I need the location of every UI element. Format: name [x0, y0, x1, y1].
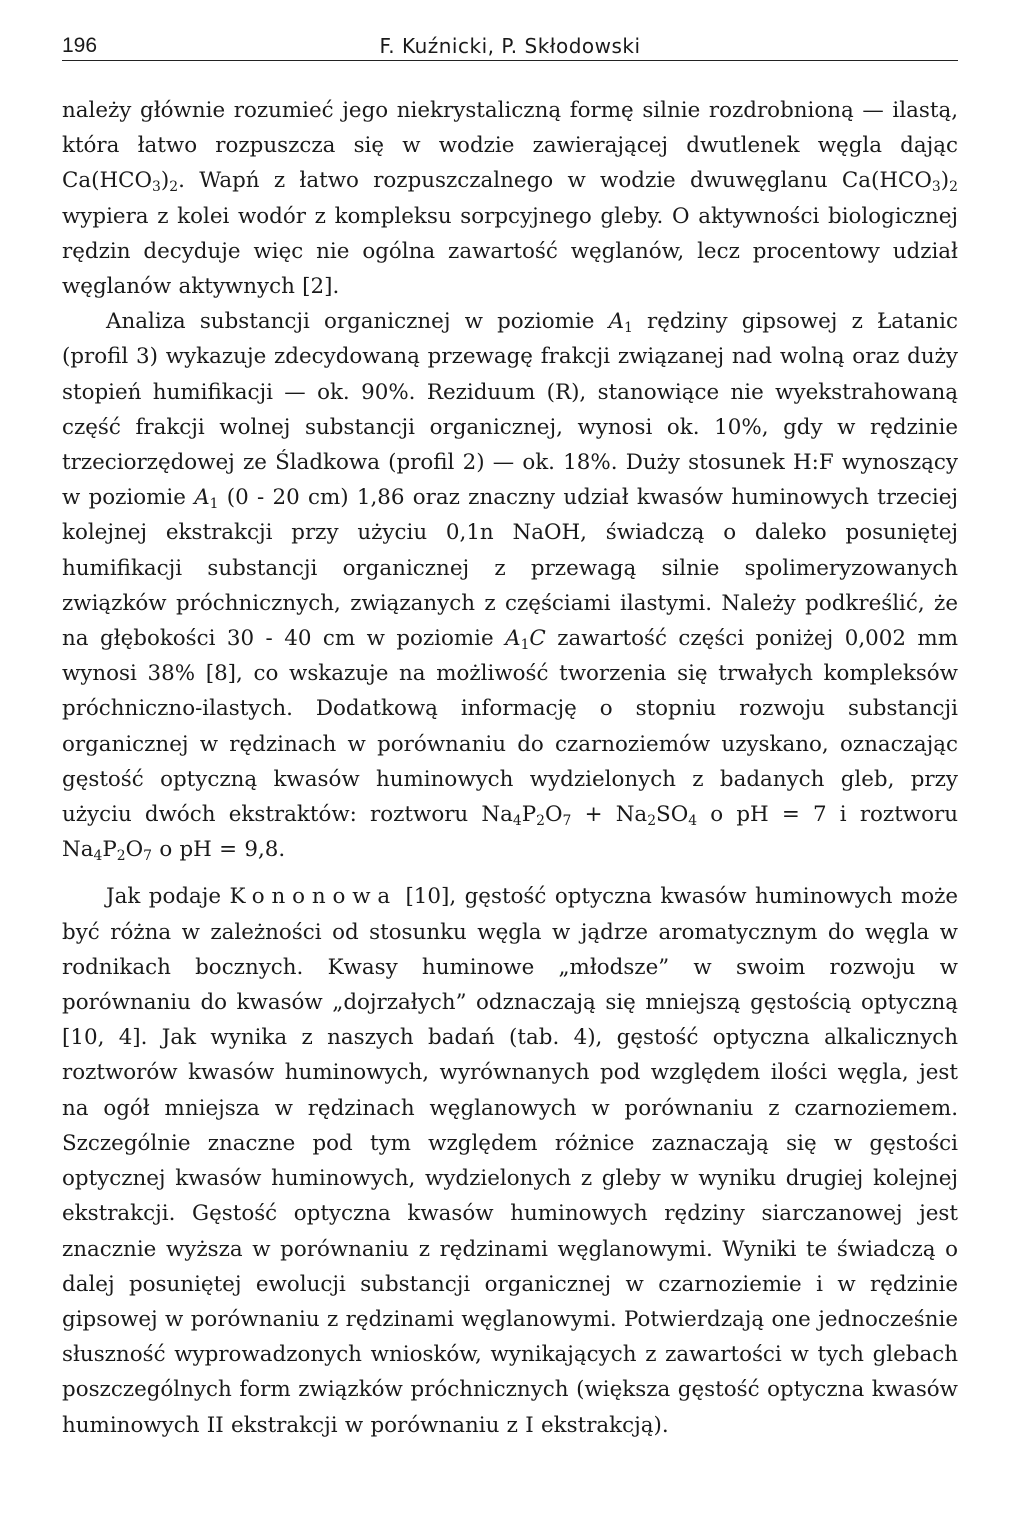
text-run: zawartość części poniżej 0,002 mm wynosi 38% [8], co wskazuje na możliwość tworzenia się trwałych kompleksów próchniczno-ilastych. Dodatkową informację o stopniu rozwoju substancji organicznej w rędzinach w porównaniu do czarnoziemów uzyskano, oznaczając gęstość optyczną kwasów huminowych wydzielonych z badanych gleb, przy użyciu dwóch ekstraktów: roztworu Na: [62, 626, 958, 828]
horizon-symbol: A: [194, 485, 210, 511]
text-run: O: [545, 802, 563, 828]
subscript: 7: [562, 812, 572, 829]
subscript: 7: [143, 848, 153, 865]
text-run: rędziny gipsowej z Łatanic (profil 3) wykazuje zdecydowaną przewagę frakcji związanej nad wolną oraz duży stopień humifikacji — ok. 90%. Reziduum (R), stanowiące nie wyekstrahowaną część frakcji wolnej substancji organicznej, wynosi ok. 10%, gdy w rędzinie trzeciorzędowej ze Śladkowa (profil 2) — ok. 18%. Duży stosunek H:F wynoszący w poziomie: [62, 309, 958, 511]
text-run: . Wapń z łatwo rozpuszczalnego w wodzie dwuwęglanu Ca(HCO: [178, 168, 932, 194]
subscript: 1: [209, 496, 219, 513]
text-run: Analiza substancji organicznej w poziomie: [106, 309, 609, 335]
subscript: 3: [152, 179, 161, 196]
text-run: (0 - 20 cm) 1,86 oraz znaczny udział kwasów huminowych trzeciej kolejnej ekstrakcji przy użyciu 0,1n NaOH, świadczą o daleko posuniętej humifikacji substancji organicznej z przewagą silnie spolimeryzowanych związków próchnicznych, związanych z częściami ilastymi. Należy podkreślić, że na głębokości 30 - 40 cm w poziomie: [62, 485, 958, 652]
running-head: F. Kuźnicki, P. Skłodowski: [379, 34, 641, 58]
text-run: O: [125, 837, 144, 863]
text-run: Jak podaje: [106, 884, 230, 910]
page-header: [62, 30, 958, 61]
author-name: Kononowa: [229, 884, 397, 910]
subscript: 2: [116, 848, 126, 865]
text-run: o pH = 9,8.: [152, 837, 286, 863]
subscript: 4: [688, 812, 698, 829]
paragraph-1: [62, 93, 958, 304]
text-run: + Na: [571, 802, 648, 828]
subscript: 4: [512, 812, 522, 829]
paragraph-2: [62, 304, 958, 867]
horizon-symbol: A: [608, 309, 625, 335]
subscript: 2: [169, 179, 179, 196]
text-run: należy głównie rozumieć jego niekrystaliczną formę silnie rozdrobnioną — ilastą, która łatwo rozpuszcza się w wodzie zawierającej dwutlenek węgla dając Ca(HCO: [62, 98, 958, 194]
subscript: 1: [624, 320, 633, 337]
text-run: o pH = 7 i roztworu Na: [62, 802, 958, 863]
body-text: [62, 93, 958, 1443]
text-run: P: [521, 802, 537, 828]
page-number: 196: [62, 34, 98, 57]
text-run: P: [102, 837, 117, 863]
subscript: 4: [93, 848, 103, 865]
paragraph-3: [62, 879, 958, 1442]
text-run: SO: [656, 802, 689, 828]
subscript: 2: [949, 179, 958, 196]
text-run: ): [940, 168, 950, 194]
subscript: 3: [931, 179, 941, 196]
text-run: wypiera z kolei wodór z kompleksu sorpcyjnego gleby. O aktywności biologicznej rędzin decyduje więc nie ogólna zawartość węglanów, lecz procentowy udział węglanów aktywnych [2].: [62, 203, 958, 300]
text-run: [10], gęstość optyczna kwasów huminowych może być różna w zależności od stosunku węgla w jądrze aromatycznym do węgla w rodnikach bocznych. Kwasy huminowe „młodsze” w swoim rozwoju w porównaniu do kwasów „dojrzałych” odznaczają się mniejszą gęstością optyczną [10, 4]. Jak wynika z naszych badań (tab. 4), gęstość optyczna alkalicznych roztworów kwasów huminowych, wyrównanych pod względem ilości węgla, jest na ogół mniejsza w rędzinach węglanowych w porównaniu z czarnoziemem. Szczególnie znaczne pod tym względem różnice zaznaczają się w gęstości optycznej kwasów huminowych, wydzielonych z gleby w wyniku drugiej kolejnej ekstrakcji. Gęstość optyczna kwasów huminowych rędziny siarczanowej jest znacznie wyższa w porównaniu z rędzinami węglanowymi. Wyniki te świadczą o dalej posuniętej ewolucji substancji organicznej w czarnoziemie i w rędzinie gipsowej w porównaniu z rędzinami węglanowymi. Potwierdzają one jednocześnie słuszność wyprowadzonych wniosków, wynikających z zawartości w tych glebach poszczególnych form związków próchnicznych (większa gęstość optyczna kwasów huminowych II ekstrakcji w porównaniu z I ekstrakcją).: [62, 884, 959, 1438]
subscript: 2: [647, 812, 657, 829]
horizon-symbol: C: [529, 626, 546, 652]
subscript: 2: [536, 812, 545, 829]
subscript: 1: [520, 636, 530, 653]
text-run: ): [160, 168, 170, 194]
horizon-symbol: A: [505, 626, 521, 652]
